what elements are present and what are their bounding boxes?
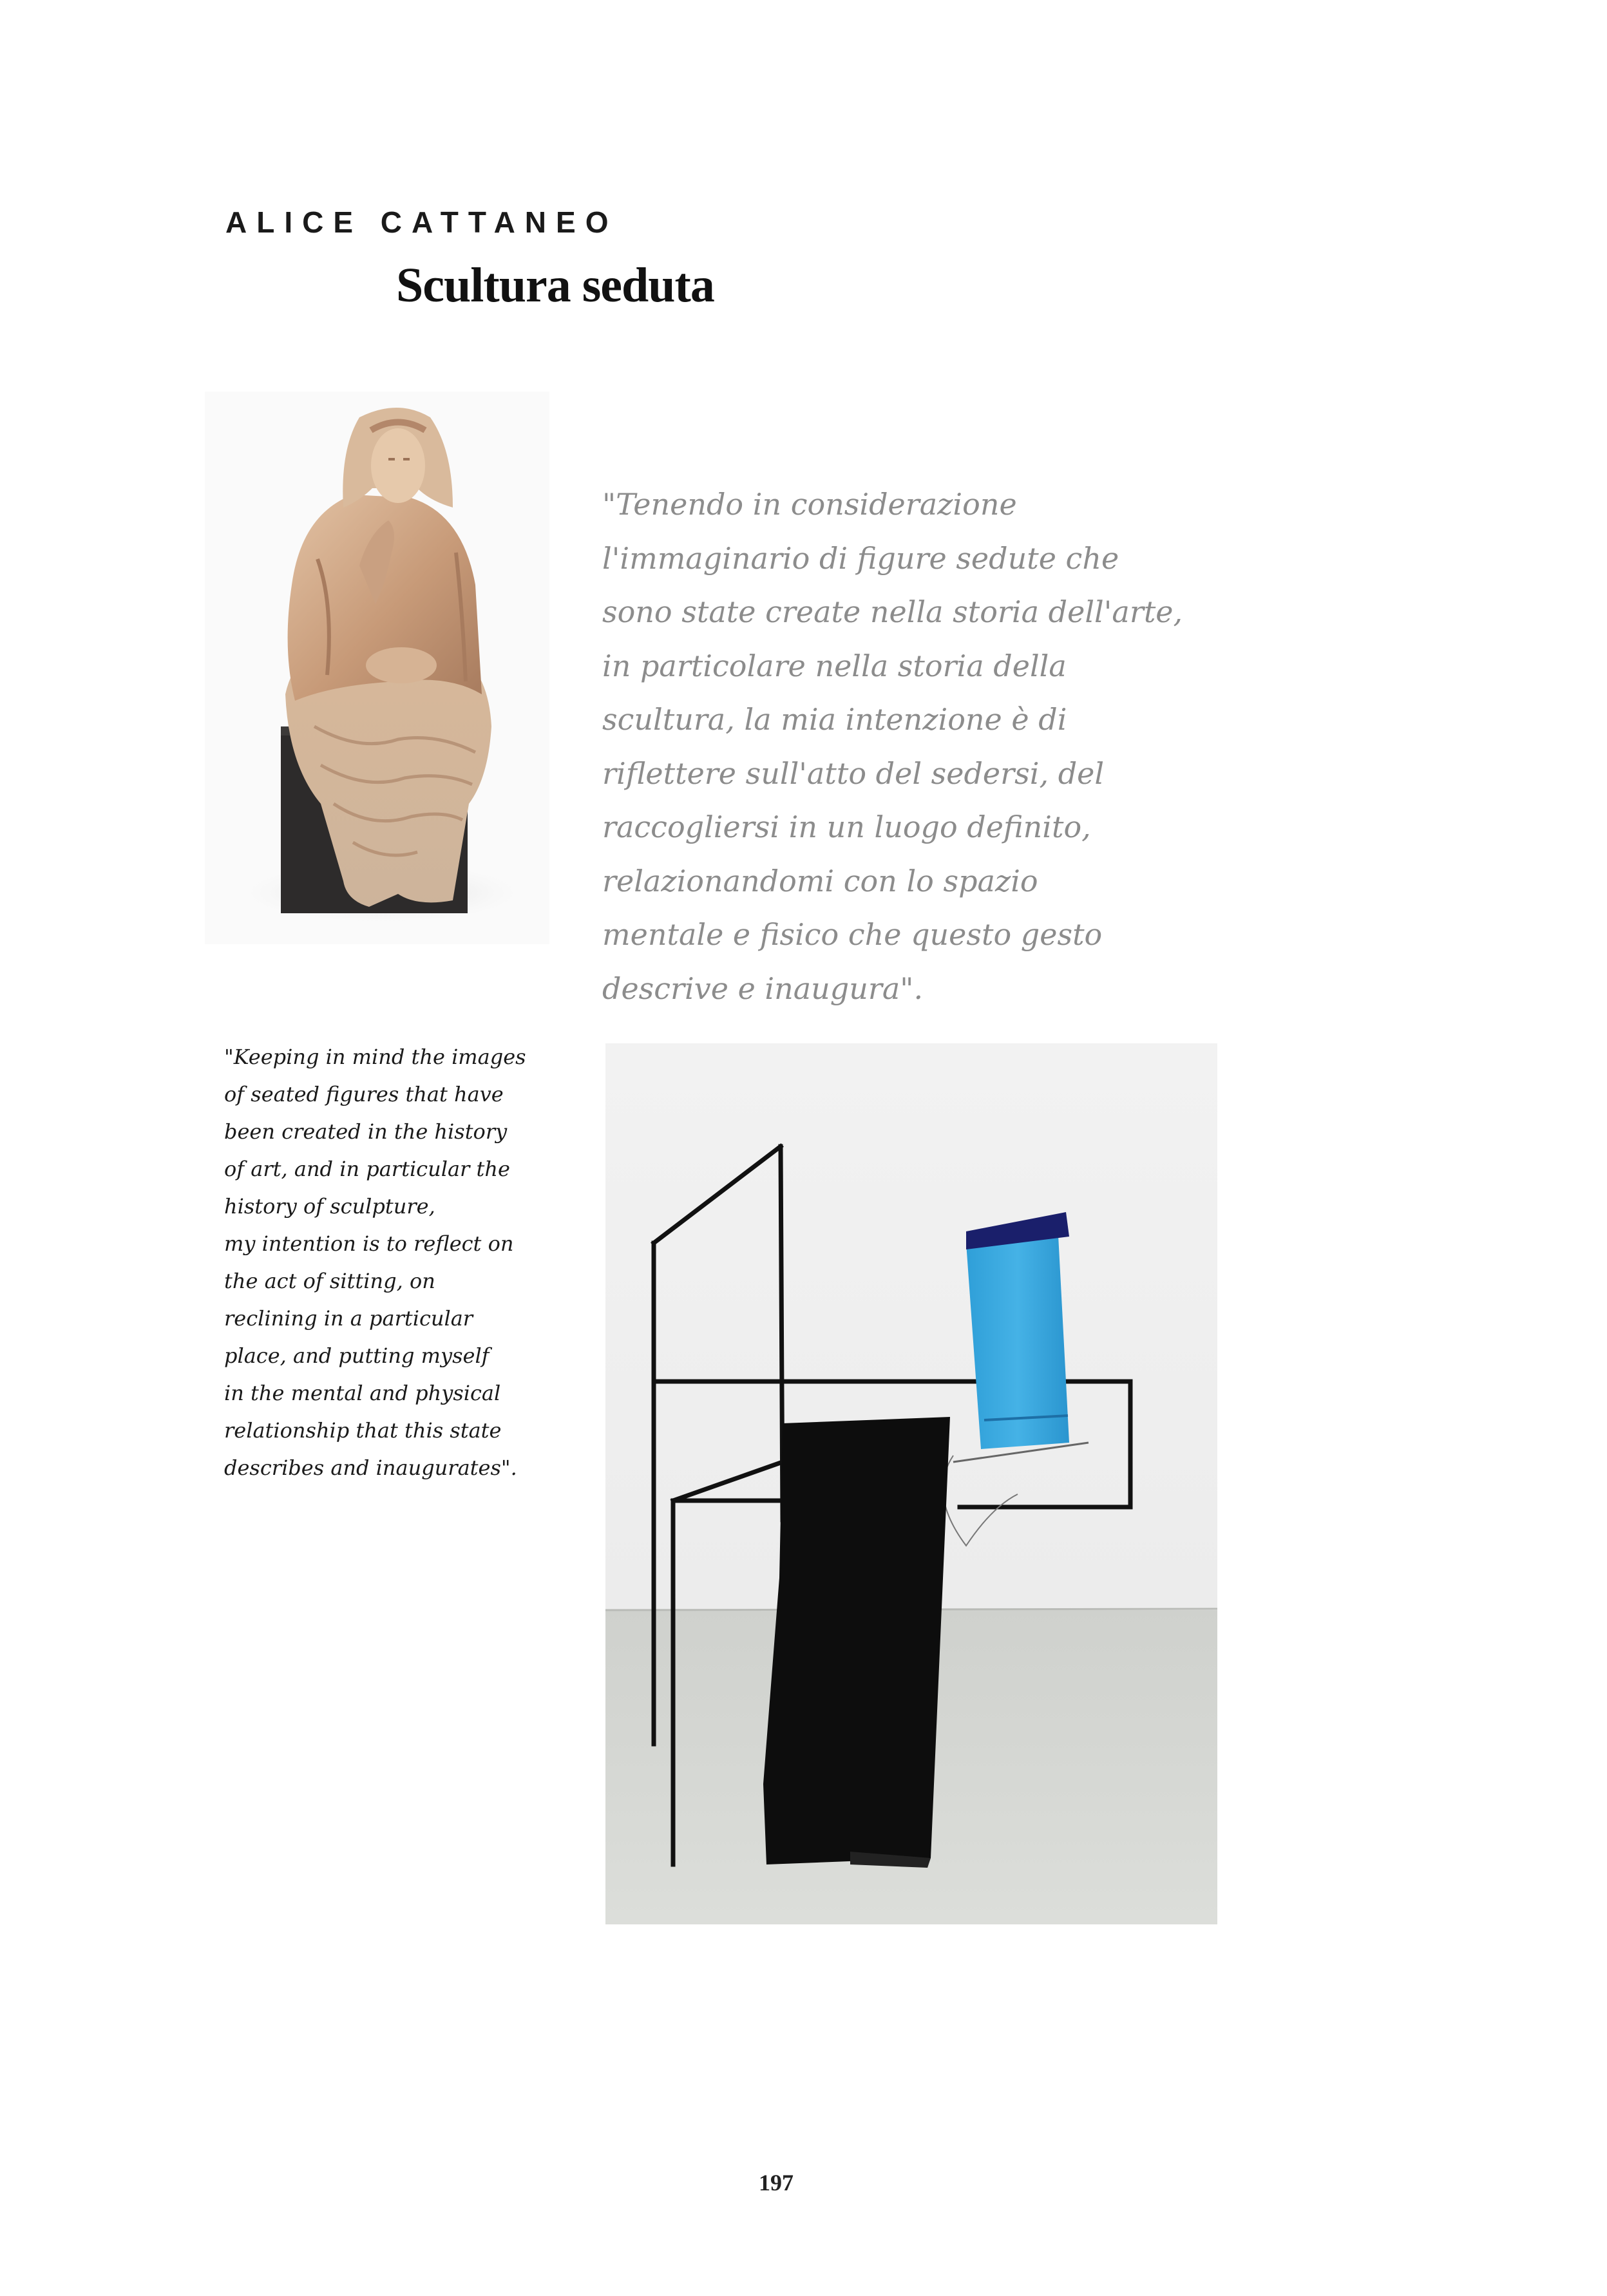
italian-quote-line: l'immaginario di figure sedute che: [602, 540, 1119, 576]
english-quote-line: place, and putting myself: [224, 1343, 490, 1368]
english-quote-line: "Keeping in mind the images: [224, 1045, 526, 1069]
italian-quote-line: mentale e fisico che questo gesto: [602, 917, 1103, 952]
english-quote-line: reclining in a particular: [224, 1306, 473, 1331]
english-quote-line: of seated figures that have: [224, 1082, 504, 1106]
page-number: 197: [759, 2170, 794, 2196]
italian-quote-line: riflettere sull'atto del sedersi, del: [602, 755, 1105, 791]
english-quote-line: the act of sitting, on: [224, 1269, 435, 1293]
english-quote-line: been created in the history: [224, 1119, 508, 1144]
seated-statue-photo: [205, 392, 549, 944]
italian-quote-line: sono state create nella storia dell'arte,: [602, 594, 1183, 629]
english-quote: [224, 1038, 559, 1486]
italian-quote-line: scultura, la mia intenzione è di: [602, 702, 1067, 737]
artwork-title: Scultura seduta: [396, 258, 714, 312]
english-quote-line: my intention is to reflect on: [224, 1231, 514, 1256]
english-quote-line: describes and inaugurates".: [224, 1456, 517, 1480]
english-quote-line: of art, and in particular the: [224, 1157, 510, 1181]
english-quote-line: history of sculpture,: [224, 1194, 435, 1219]
italian-quote-line: relazionandomi con lo spazio: [602, 863, 1038, 898]
italian-quote-line: descrive e inaugura".: [602, 971, 924, 1006]
artist-name: ALICE CATTANEO: [225, 205, 618, 239]
italian-quote-line: in particolare nella storia della: [602, 648, 1067, 683]
english-quote-line: in the mental and physical: [224, 1381, 501, 1405]
installation-photo: [605, 1043, 1217, 1924]
english-quote-line: relationship that this state: [224, 1418, 502, 1443]
italian-quote-line: raccogliersi in un luogo definito,: [602, 810, 1091, 844]
italian-quote: [602, 478, 1253, 1016]
italian-quote-line: "Tenendo in considerazione: [602, 487, 1017, 522]
